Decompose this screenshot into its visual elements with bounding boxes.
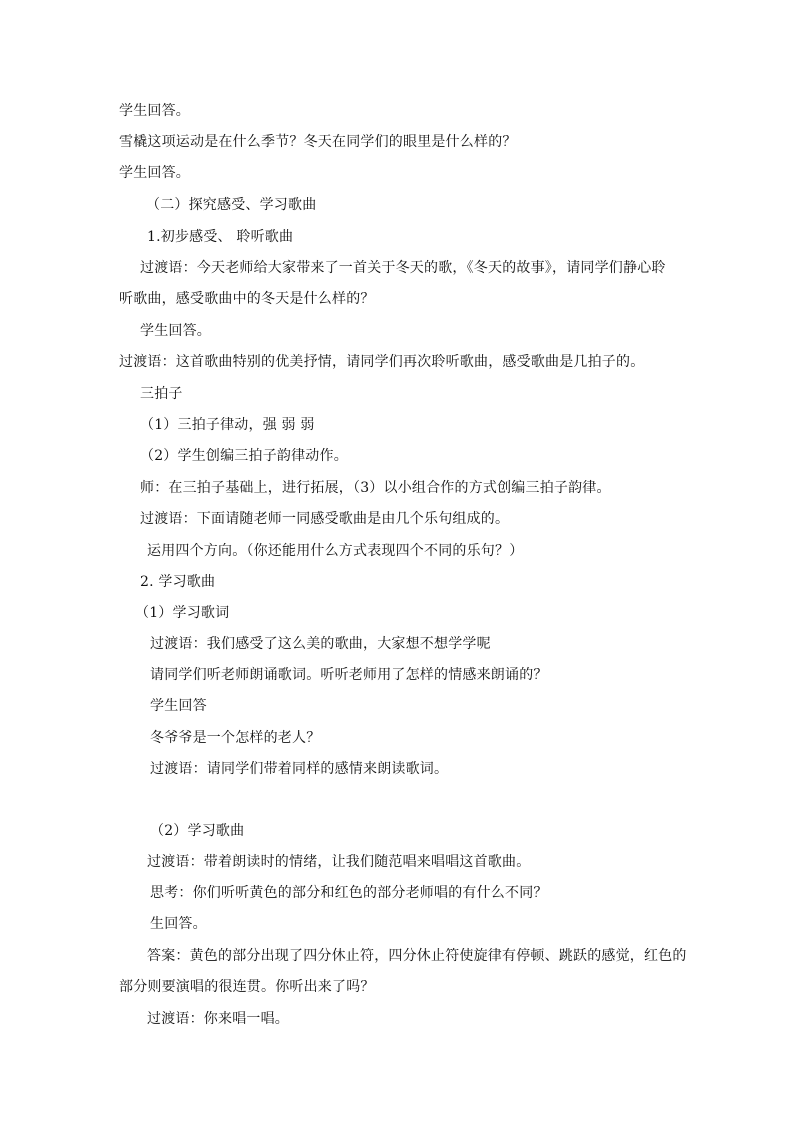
list-item: （1）三拍子律动，强 弱 弱	[140, 417, 315, 433]
section-heading: （二）探究感受、学习歌曲	[146, 197, 317, 213]
text-line: 过渡语：下面请随老师一同感受歌曲是由几个乐句组成的。	[140, 511, 510, 527]
text-line: 过渡语：我们感受了这么美的歌曲，大家想不想学学呢	[150, 636, 491, 652]
text-line: 过渡语：今天老师给大家带来了一首关于冬天的歌，《冬天的故事》，请同学们静心聆	[140, 260, 666, 276]
text-line: 生回答。	[150, 916, 207, 932]
text-line: 运用四个方向。（你还能用什么方式表现四个不同的乐句？）	[147, 543, 524, 559]
text-line: 学生回答。	[119, 165, 190, 181]
text-line: 部分则要演唱的很连贯。你听出来了吗？	[119, 979, 375, 995]
list-item: （2）学习歌曲	[150, 823, 245, 839]
text-line: 过渡语：带着朗读时的情绪，让我们随范唱来唱唱这首歌曲。	[147, 854, 531, 870]
text-line: 师：在三拍子基础上，进行拓展，（3）以小组合作的方式创编三拍子韵律。	[140, 480, 611, 496]
text-line: 三拍子	[140, 386, 183, 402]
text-line: 听歌曲，感受歌曲中的冬天是什么样的？	[119, 291, 375, 307]
text-line: 学生回答	[150, 698, 207, 714]
text-line: 学生回答。	[119, 103, 190, 119]
text-line: 过渡语：你来唱一唱。	[147, 1011, 289, 1027]
subsection-heading: 1.初步感受、 聆听歌曲	[147, 229, 294, 245]
text-line: 学生回答。	[140, 323, 211, 339]
subsection-heading: 2. 学习歌曲	[140, 574, 216, 590]
text-line: 思考：你们听听黄色的部分和红色的部分老师唱的有什么不同？	[150, 885, 548, 901]
text-line: 雪橇这项运动是在什么季节？冬天在同学们的眼里是什么样的？	[119, 134, 517, 150]
list-item: （1）学习歌词	[135, 605, 230, 621]
text-line: 过渡语：这首歌曲特别的优美抒情，请同学们再次聆听歌曲，感受歌曲是几拍子的。	[119, 354, 645, 370]
text-line: 请同学们听老师朗诵歌词。听听老师用了怎样的情感来朗诵的？	[150, 667, 548, 683]
text-line: 过渡语：请同学们带着同样的感情来朗读歌词。	[150, 761, 449, 777]
text-line: 答案：黄色的部分出现了四分休止符，四分休止符使旋律有停顿、跳跃的感觉，红色的	[147, 948, 687, 964]
list-item: （2）学生创编三拍子韵律动作。	[140, 448, 348, 464]
text-line: 冬爷爷是一个怎样的老人？	[150, 730, 321, 746]
